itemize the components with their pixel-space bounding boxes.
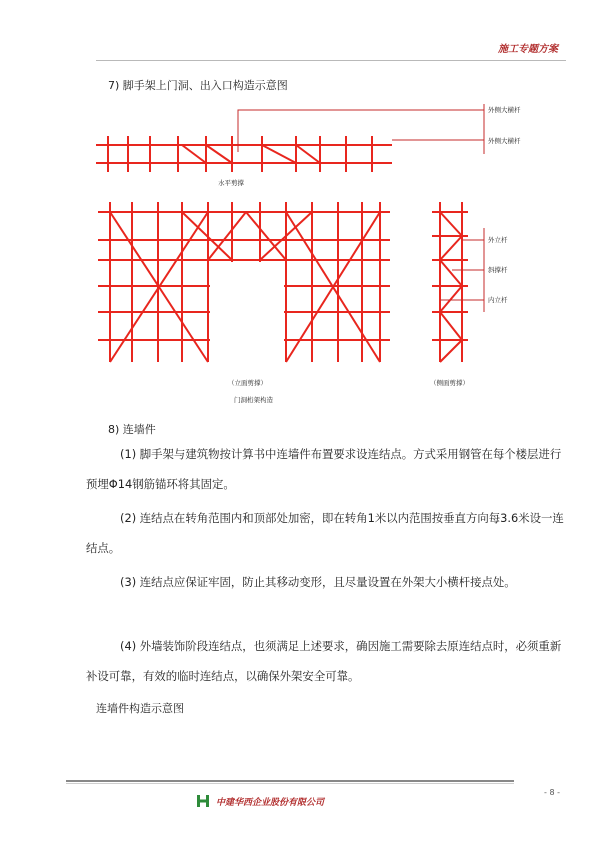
label-inner-bracing: 外侧大横杆 xyxy=(488,137,521,145)
elevation-frame xyxy=(98,202,390,362)
label-horizontal-bracing: 水平剪撑 xyxy=(218,179,244,187)
paragraph-1: (1) 脚手架与建筑物按计算书中连墙件布置要求设连结点。方式采用钢管在每个楼层进行预埋Φ14钢筋锚环将其固定。 xyxy=(86,447,562,491)
footer-divider-thin xyxy=(66,783,514,784)
company-logo-icon xyxy=(196,794,210,808)
paragraph-3: (3) 连结点应保证牢固，防止其移动变形，且尽量设置在外架大小横杆接点处。 xyxy=(120,575,516,589)
side-view-frame xyxy=(432,202,468,362)
label-outer-bracing: 外侧大横杆 xyxy=(488,106,521,114)
scaffold-doorway-diagram xyxy=(0,0,600,420)
header-tag: 施工专题方案 xyxy=(498,44,558,55)
label-inner-pole: 内立杆 xyxy=(488,296,508,304)
label-outer-pole: 外立杆 xyxy=(488,236,508,244)
footer-divider xyxy=(66,780,514,782)
label-front-view: （立面剪撑） xyxy=(228,379,267,387)
wall-tie-diagram-caption: 连墙件构造示意图 xyxy=(96,702,184,715)
company-name: 中建华西企业股份有限公司 xyxy=(216,797,325,808)
page-number: - 8 - xyxy=(544,788,560,797)
paragraph-4: (4) 外墙装饰阶段连结点，也须满足上述要求，确因施工需要除去原连结点时，必须重新补设可靠，有效的临时连结点，以确保外架安全可靠。 xyxy=(86,639,562,683)
label-diagonal-brace: 斜撑杆 xyxy=(488,266,508,274)
section-8-title: 8) 连墙件 xyxy=(108,423,156,436)
diagram-caption: 门洞桁架构造 xyxy=(234,396,273,404)
label-side-view: （侧面剪撑） xyxy=(430,379,469,387)
company-footer xyxy=(196,794,324,808)
horizontal-bracing-band xyxy=(96,136,392,172)
section-7-title: 7) 脚手架上门洞、出入口构造示意图 xyxy=(108,79,288,92)
paragraph-2: (2) 连结点在转角范围内和顶部处加密，即在转角1米以内范围按垂直方向每3.6米设一连结点。 xyxy=(86,511,564,555)
